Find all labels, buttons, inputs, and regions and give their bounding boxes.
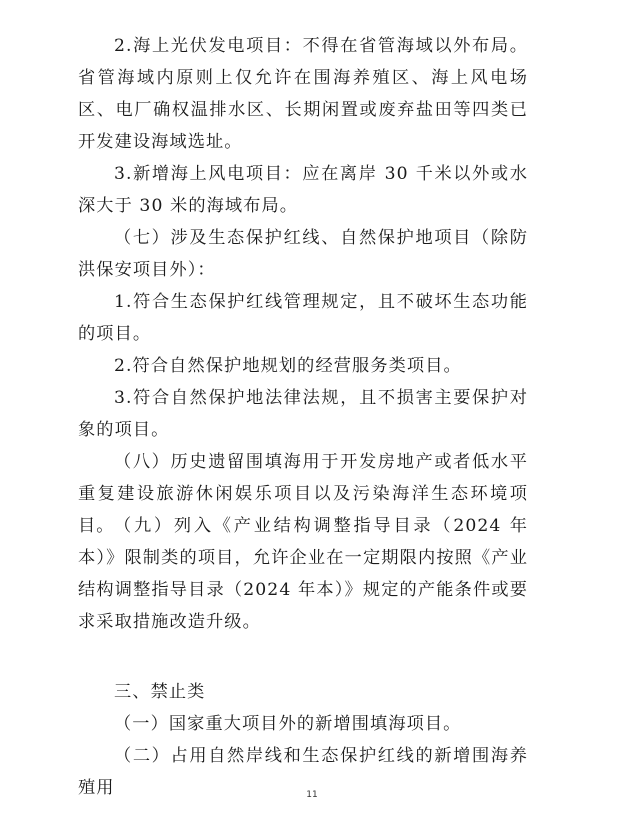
paragraph-offshore-pv: 2.海上光伏发电项目：不得在省管海域以外布局。省管海域内原则上仅允许在围海养殖区、海上风电场区、电厂确权温排水区、长期闲置或废弃盐田等四类已开发建设海域选址。 <box>78 36 528 152</box>
paragraph-item-nine: （九）列入《产业结构调整指导目录（2024 年本）》限制类的项目，允许企业在一定期限内按照《产业结构调整指导目录（2024 年本）》规定的产能条件或要求采取措施改造升级。 <box>78 516 528 632</box>
paragraph-offshore-wind: 3.新增海上风电项目：应在离岸 30 千米以外或水深大于 30 米的海域布局。 <box>78 164 528 216</box>
paragraph-item-seven: （七）涉及生态保护红线、自然保护地项目（除防洪保安项目外）： <box>78 228 528 280</box>
section-heading-prohibited: 三、禁止类 <box>114 682 206 702</box>
paragraph-reserve-law: 3.符合自然保护地法律法规，且不损害主要保护对象的项目。 <box>78 388 528 440</box>
paragraph-redline-rule: 1.符合生态保护红线管理规定，且不破坏生态功能的项目。 <box>78 292 528 344</box>
page-number: 11 <box>306 790 318 800</box>
paragraph-prohibited-one: （一）国家重大项目外的新增围填海项目。 <box>114 714 462 734</box>
paragraph-item-eight: （八）历史遗留围填海用于开发房地产或者低水平重复建设旅游休闲娱乐项目以及污染海洋生态环境项目。 <box>78 452 528 536</box>
paragraph-reserve-planning: 2.符合自然保护地规划的经营服务类项目。 <box>114 356 462 376</box>
paragraph-prohibited-two: （二）占用自然岸线和生态保护红线的新增围海养殖用 <box>78 746 528 798</box>
